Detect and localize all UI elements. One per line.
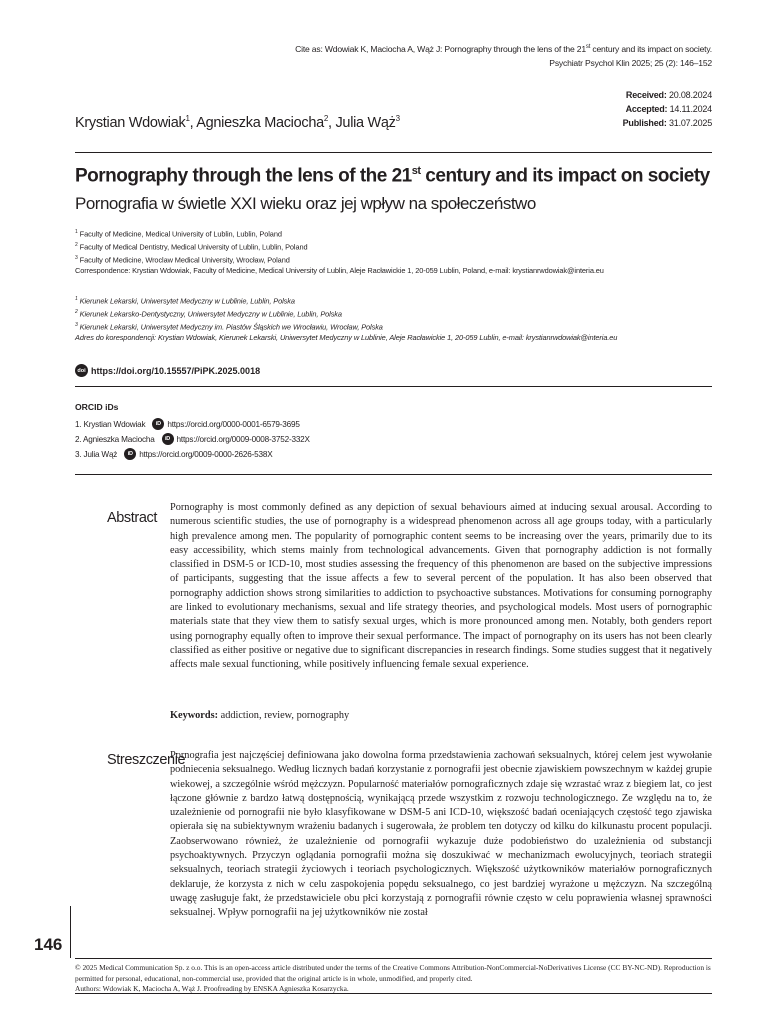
accepted-date: 14.11.2024 — [669, 104, 712, 114]
doi-icon: doi — [75, 364, 88, 377]
abstract-text: Pornography is most commonly defined as any depiction of sexual behaviours aimed at inducing sexual arousal. According to numerous scientific studies, the use of pornography is a widespread phenomenon across all age groups today, with a particularly high prevalence among men. The popularity of pornographic content seems to be increasing over the years, primarily due to its easy accessibility, which stems mainly from technological advancements. Given that pornography addiction is not formally classified in DSM-5 or ICD-10, most studies assessing the frequency of this phenomenon are based on the subjective impressions of participants, suggesting that the issue affects a few to several percent of the population. It has also been observed that pornography addiction shows strong similarities to addiction to psychoactive substances. Motivations for consuming pornography are linked to evolutionary mechanisms, sexual and life strategy theories, and psychological models. Most users of pornographic materials state that they view them to satisfy sexual urges, which is more pronounced among men. Notably, both genders report using pornography equally often to improve their sexual performance. The impact of pornography on its users has not been clearly classified as either positive or negative due to significant discrepancies in research findings. Some studies suggest that it negatively affects male sexual functioning, while positively influencing female sexual experience. — [170, 502, 712, 671]
author-sup: 3 — [395, 114, 400, 123]
divider — [75, 993, 712, 994]
page-number: 146 — [34, 935, 63, 954]
streszczenie-label: Streszczenie — [107, 752, 186, 768]
streszczenie-text: Pornografia jest najczęściej definiowana jako dowolna forma przedstawienia zachowań seksualnych, której celem jest wywołanie podniecenia seksualnego. Według licznych badań korzystanie z pornografii jest obecnie zjawiskiem powszechnym w każdej grupie wiekowej, a szczególnie wśród mężczyzn. Popularność materiałów pornograficznych zdaje się wzrastać wraz z biegiem lat, co jest łączone głównie z bardzo łatwą dostępnością, wynikającą przede wszystkim z rozwoju technologicznego. Ze względu na to, że uzależnienie od pornografii nie było klasyfikowane w DSM-5 ani ICD-10, większość badań oceniających częstość tego zjawiska opierała się na subiektywnym wrażeniu badanych i sugerowała, że problem ten dotyczy od kilku do kilkunastu procent populacji. Zaobserwowano również, że uzależnienie od pornografii wykazuje duże podobieństwo do uzależnienia od substancji psychoaktywnych. Przyczyn oglądania pornografii można się doszukiwać w mechanizmach ewolucyjnych, teoriach strategii seksualnych, teoriach strategii życiowych i teoriach psychologicznych. Większość użytkowników materiałów pornograficznych deklaruje, że korzysta z nich w celu zaspokojenia popędu seksualnego, co jest bardziej wyrażone u mężczyzn. Na szczególną uwagę zasługuje fakt, że przedstawiciele obu płci korzystają z pornografii równie często w celu poprawienia własnej sprawności seksualnej. Wpływ pornografii na jej użytkowników nie został — [170, 750, 712, 919]
doi-row — [75, 364, 260, 377]
margin-bar — [70, 906, 71, 958]
affiliation-text: Kierunek Lekarsko-Dentystyczny, Uniwersytet Medyczny w Lublinie, Lublin, Polska — [79, 309, 342, 319]
affiliation-sup: 1 — [75, 229, 78, 235]
divider — [75, 152, 712, 153]
orcid-row — [75, 418, 300, 430]
affiliation-sup: 3 — [75, 322, 78, 328]
affiliation-sup: 2 — [75, 309, 78, 315]
citation-line-1 — [295, 40, 712, 56]
citation-block — [295, 40, 712, 70]
divider — [75, 958, 712, 959]
abstract-label: Abstract — [107, 510, 157, 526]
affiliation-text: Kierunek Lekarski, Uniwersytet Medyczny im. Piastów Śląskich we Wrocławiu, Wrocław, Polska — [79, 322, 383, 332]
footer-authors: Authors: Wdowiak K, Maciocha A, Wąż J. Proofreading by ENSKA Agnieszka Kosarzycka. — [75, 984, 349, 993]
author-sup: 1 — [185, 114, 190, 123]
doi-link[interactable]: https://doi.org/10.15557/PiPK.2025.0018 — [91, 365, 261, 376]
title-polish: Pornografia w świetle XXI wieku oraz jej wpływ na społeczeństwo — [75, 194, 536, 213]
keywords-list: addiction, review, pornography — [220, 710, 350, 721]
affiliation-text: Faculty of Medicine, Medical University of Lublin, Lublin, Poland — [79, 229, 282, 239]
keywords-label: Keywords: — [170, 710, 219, 721]
correspondence-en: Correspondence: Krystian Wdowiak, Faculty of Medicine, Medical University of Lublin, Aleje Racławickie 1, 20-059 Lublin, Poland, e-mail: krystianrwdowiak@interia.eu — [75, 266, 604, 275]
orcid-link[interactable]: https://orcid.org/0000-0001-6579-3695 — [167, 419, 300, 429]
received-label: Received: — [625, 90, 667, 100]
received-date: 20.08.2024 — [668, 90, 712, 100]
affiliation-text: Faculty of Medical Dentistry, Medical University of Lublin, Lublin, Poland — [79, 242, 308, 252]
orcid-icon: iD — [152, 418, 164, 430]
accepted-row — [623, 102, 712, 116]
divider — [75, 474, 712, 475]
dates-block — [623, 88, 712, 130]
title-en-part2: century and its impact on society — [420, 165, 710, 187]
title-english — [75, 165, 710, 187]
published-label: Published: — [622, 118, 667, 128]
orcid-author: 2. Agnieszka Maciocha — [75, 434, 155, 444]
orcid-heading: ORCID iDs — [75, 402, 119, 412]
author-sup: 2 — [323, 114, 329, 123]
keywords-row — [170, 710, 349, 721]
affiliation-text: Faculty of Medicine, Wroclaw Medical University, Wrocław, Poland — [79, 255, 290, 265]
orcid-author: 1. Krystian Wdowiak — [75, 419, 146, 429]
orcid-link[interactable]: https://orcid.org/0009-0008-3752-332X — [176, 434, 310, 444]
author-list: Krystian Wdowiak$^1$, Agnieszka Maciocha$^2$, Julia Wąż$^3$ — [75, 114, 400, 131]
correspondence-pl: Adres do korespondencji: Krystian Wdowiak, Kierunek Lekarski, Uniwersytet Medyczny w Lublinie, Aleje Racławickie 1, 20-059 Lublin, e-mail: krystianrwdowiak@interia.eu — [75, 333, 618, 342]
orcid-row — [75, 433, 310, 445]
citation-line-2: Psychiatr Psychol Klin 2025; 25 (2): 146–152 — [549, 57, 712, 68]
author-name: Agnieszka Maciocha — [196, 114, 324, 131]
published-date: 31.07.2025 — [668, 118, 712, 128]
title-en-sup: st — [411, 165, 421, 177]
received-row — [623, 88, 712, 102]
orcid-icon: iD — [162, 433, 174, 445]
author-name: Julia Wąż — [335, 114, 396, 131]
affiliation-sup: 2 — [75, 242, 78, 248]
affiliation-text: Kierunek Lekarski, Uniwersytet Medyczny w Lublinie, Lublin, Polska — [79, 296, 295, 306]
citation-text: Cite as: Wdowiak K, Maciocha A, Wąż J: Pornography through the lens of the 21 — [295, 43, 586, 54]
accepted-label: Accepted: — [625, 104, 668, 114]
citation-sup: st — [585, 44, 591, 50]
orcid-author: 3. Julia Wąż — [75, 449, 118, 459]
footer — [75, 963, 715, 995]
title-en-part1: Pornography through the lens of the 21 — [75, 165, 412, 187]
affiliation-sup: 1 — [75, 296, 78, 302]
orcid-link[interactable]: https://orcid.org/0009-0000-2626-538X — [139, 449, 273, 459]
license-text: © 2025 Medical Communication Sp. z o.o. This is an open-access article distributed under the terms of the Creative Commons Attribution-NonCommercial-NoDerivatives License (CC BY-NC-ND). Reproduction is permitted for personal, educational, non-commercial use, provided that the original article is in whole, unmodified, and properly cited. — [75, 963, 711, 983]
divider — [75, 386, 712, 387]
published-row — [623, 116, 712, 130]
author-name: Krystian Wdowiak — [75, 114, 186, 131]
affiliation-sup: 3 — [75, 255, 78, 261]
orcid-row — [75, 448, 272, 460]
citation-text-end: century and its impact on society. — [590, 43, 712, 54]
orcid-icon: iD — [124, 448, 136, 460]
